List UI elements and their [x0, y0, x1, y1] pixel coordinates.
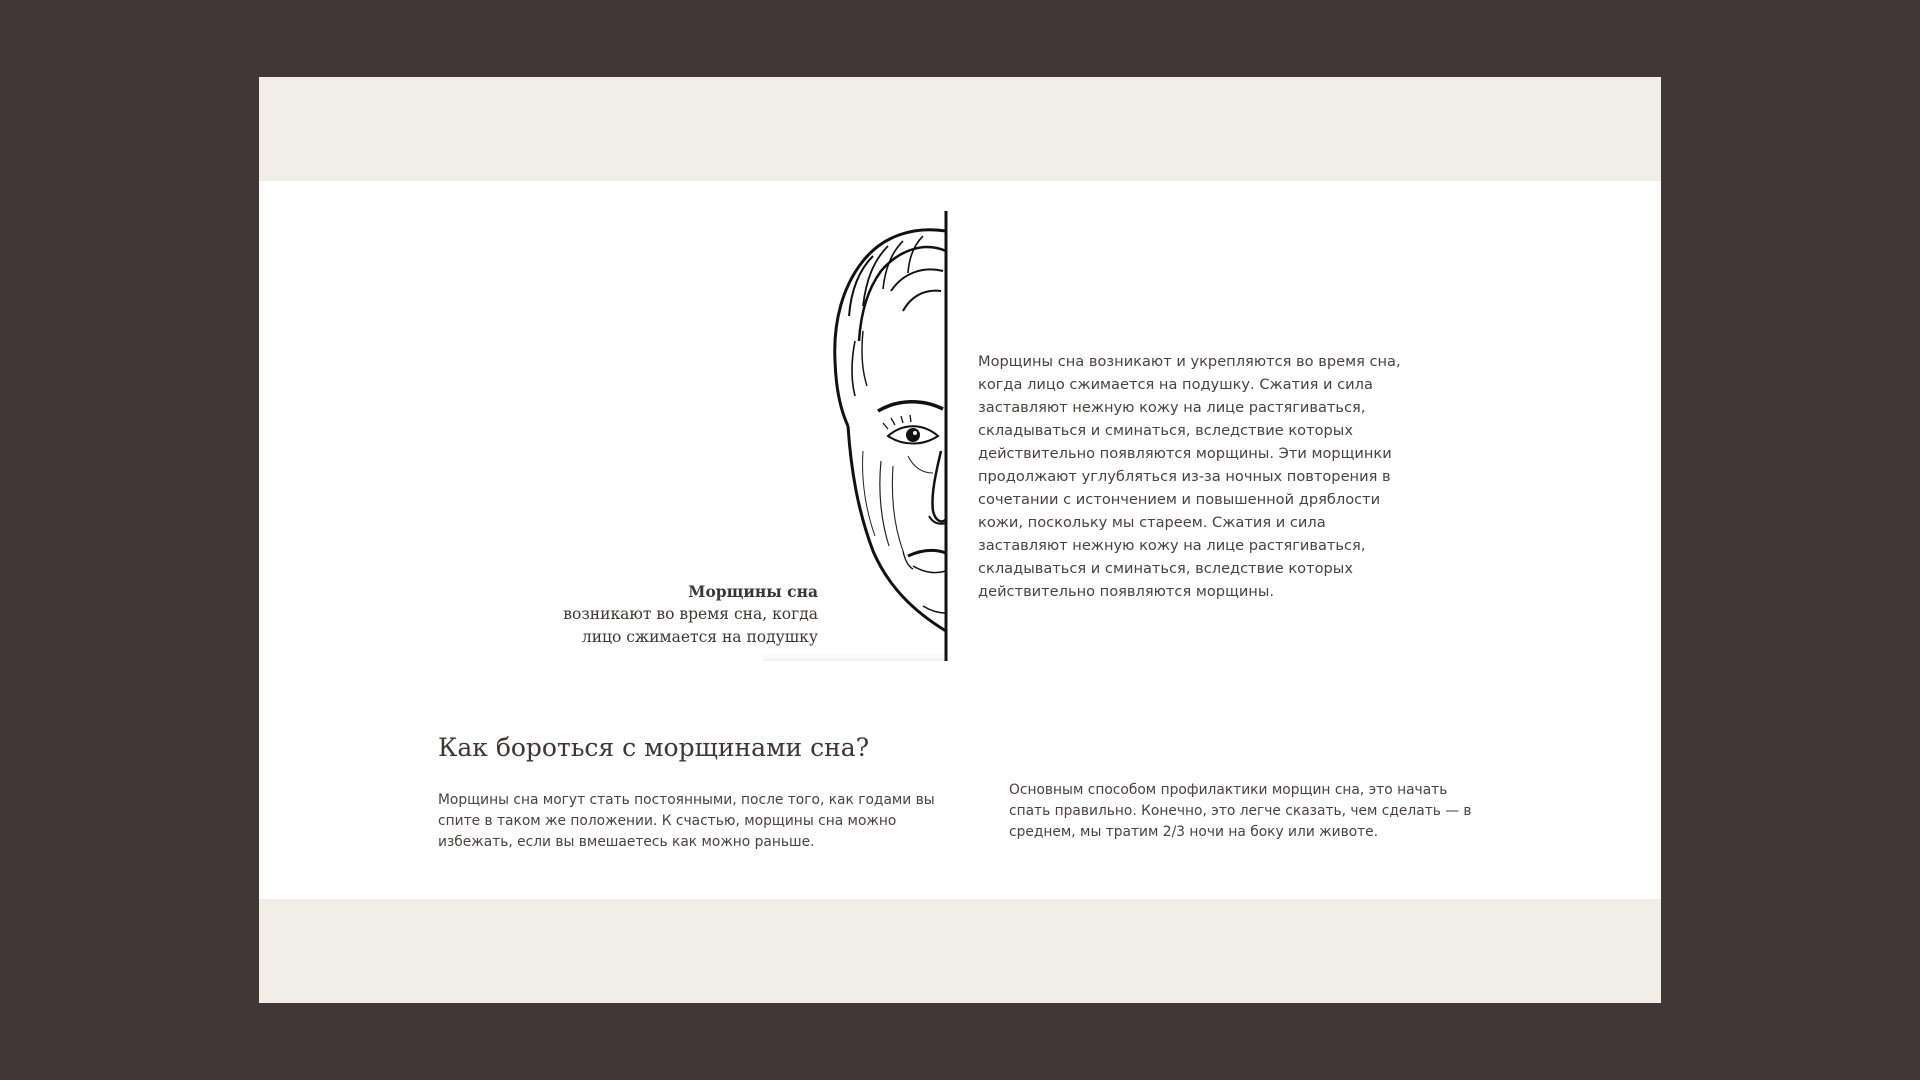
section-heading: Как бороться с морщинами сна?: [438, 733, 870, 762]
bottom-band: [259, 899, 1661, 1003]
right-column-paragraph: Основным способом профилактики морщин сна, это начать спать правильно. Конечно, это легче сказать, чем сделать — в среднем, мы тратим 2/3 ночи на боку или животе.: [1009, 782, 1472, 840]
article-page: [259, 77, 1661, 1003]
left-column-paragraph: Морщины сна могут стать постоянными, после того, как годами вы спите в таком же положении. К счастью, морщины сна можно избежать, если вы вмешаетесь как можно раньше.: [438, 792, 935, 850]
figure-caption: [558, 580, 818, 649]
intro-paragraph: Морщины сна возникают и укрепляются во время сна, когда лицо сжимается на подушку. Сжатия и сила заставляют нежную кожу на лице растягиваться, складываться и сминаться, вследствие которых действительно появляются морщины. Эти морщинки продолжают углубляться из-за ночных повторения в сочетании с истончением и повышенной дряблости кожи, поскольку мы стареем. Сжатия и сила заставляют нежную кожу на лице растягиваться, складываться и сминаться, вследствие которых действительно появляются морщины.: [978, 353, 1401, 600]
caption-text: возникают во время сна, когда лицо сжимается на подушку: [563, 605, 818, 646]
top-band: [259, 77, 1661, 181]
caption-title: Морщины сна: [688, 582, 818, 601]
